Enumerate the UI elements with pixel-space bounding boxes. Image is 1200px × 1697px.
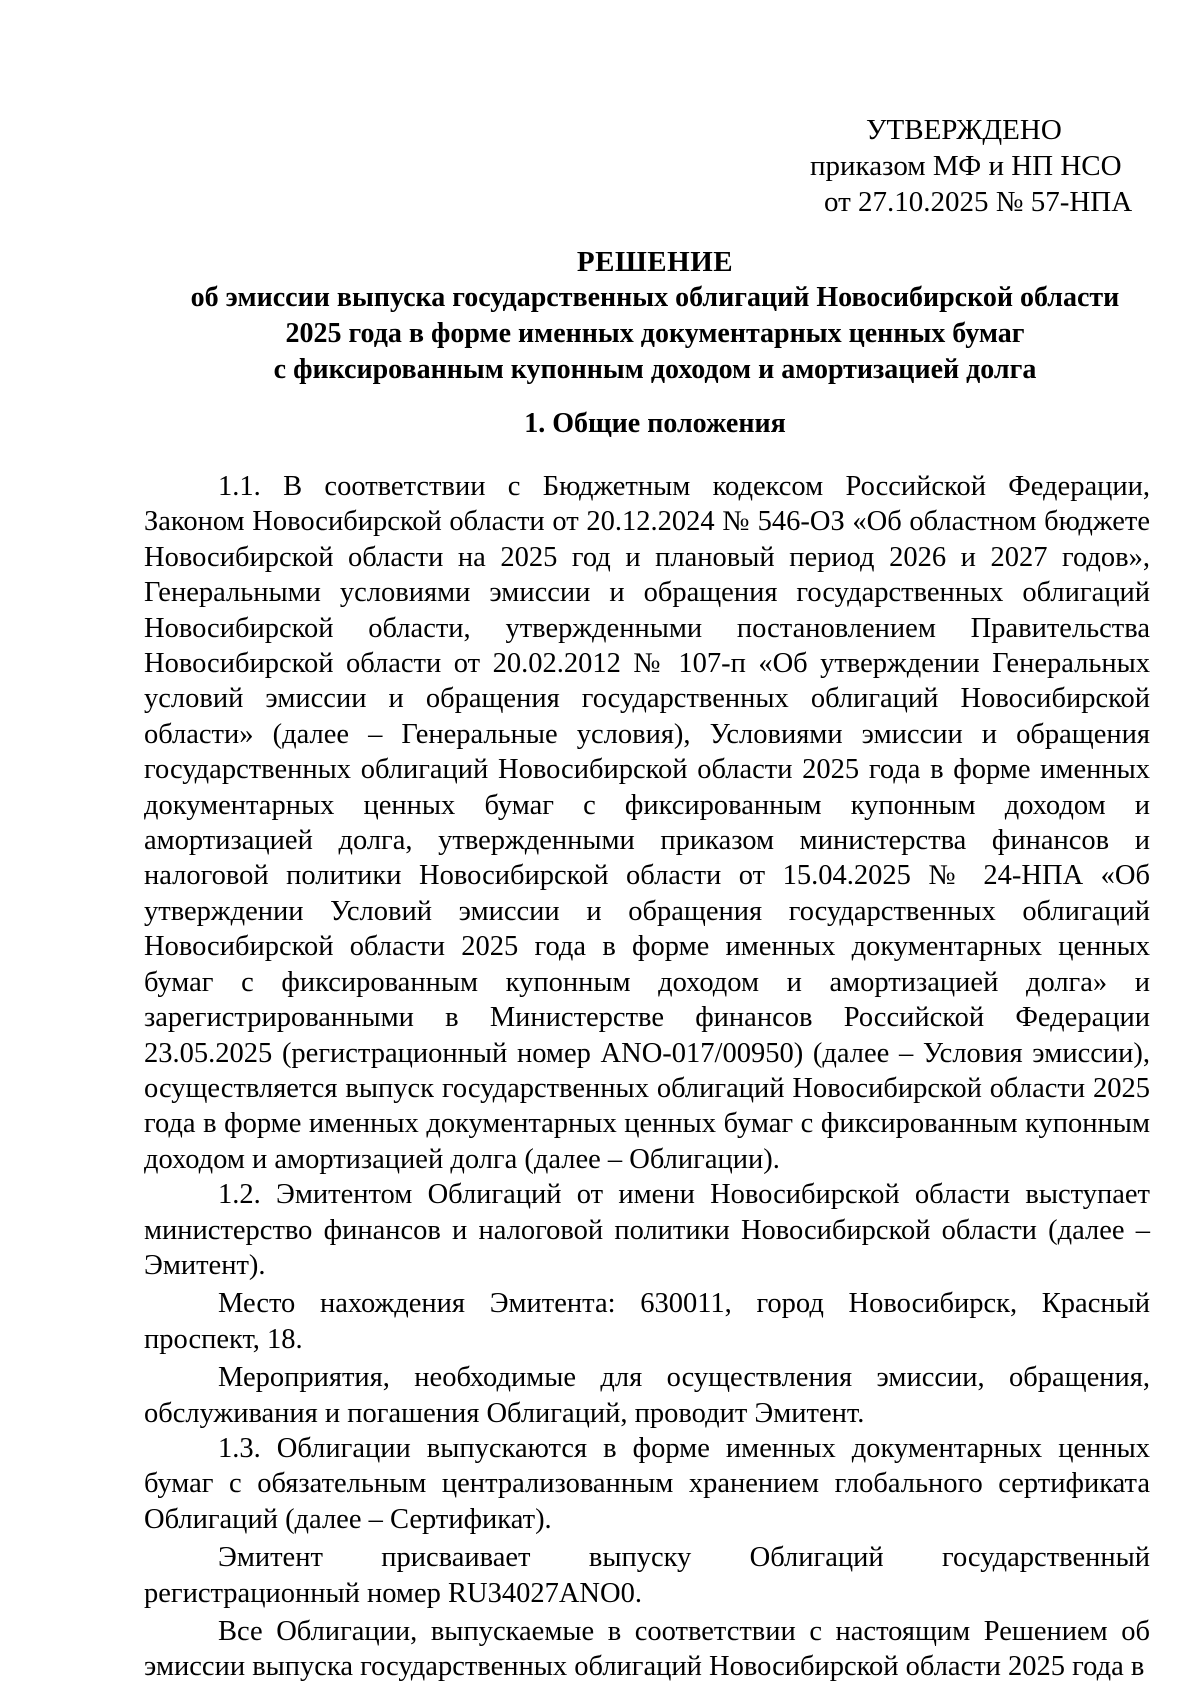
- approval-order: приказом МФ и НП НСО: [810, 150, 1122, 182]
- title-line: об эмиссии выпуска государственных облигаций Новосибирской области: [190, 282, 1120, 313]
- paragraph: Все Облигации, выпускаемые в соответствии с настоящим Решением об эмиссии выпуска государственных облигаций Новосибирской области 2025 года в: [144, 1616, 1150, 1683]
- approval-heading: УТВЕРЖДЕНО: [866, 114, 1062, 146]
- title-main: РЕШЕНИЕ: [576, 246, 734, 278]
- approval-date: от 27.10.2025 № 57-НПА: [824, 186, 1133, 218]
- document-body: [144, 469, 1150, 1685]
- paragraph: Мероприятия, необходимые для осуществления эмиссии, обращения, обслуживания и погашения Облигаций, проводит Эмитент.: [144, 1362, 1150, 1429]
- paragraph: Место нахождения Эмитента: 630011, город Новосибирск, Красный проспект, 18.: [144, 1288, 1150, 1355]
- paragraph: 1.3. Облигации выпускаются в форме именных документарных ценных бумаг с обязательным централизованным хранением глобального сертификата Облигаций (далее – Сертификат).: [144, 1432, 1150, 1535]
- paragraph: Эмитент присваивает выпуску Облигаций государственный регистрационный номер RU34027ANO0.: [144, 1542, 1150, 1609]
- section-heading: 1. Общие положения: [524, 408, 786, 439]
- paragraph: 1.2. Эмитентом Облигаций от имени Новосибирской области выступает министерство финансов и налоговой политики Новосибирской области (далее – Эмитент).: [144, 1179, 1150, 1281]
- document-title: [130, 244, 1180, 388]
- title-line: с фиксированным купонным доходом и амортизацией долга: [273, 354, 1037, 385]
- approval-stamp: [800, 112, 1132, 220]
- title-line: 2025 года в форме именных документарных ценных бумаг: [285, 318, 1025, 349]
- paragraph: 1.1. В соответствии с Бюджетным кодексом Российской Федерации, Законом Новосибирской области от 20.12.2024 № 546-ОЗ «Об областном бюджете Новосибирской области на 2025 год и плановый период 2026 и 2027 годов», Генеральными условиями эмиссии и обращения государственных облигаций Новосибирской области, утвержденными постановлением Правительства Новосибирской области от 20.02.2012 № 107-п «Об утверждении Генеральных условий эмиссии и обращения государственных облигаций Новосибирской области» (далее – Генеральные условия), Условиями эмиссии и обращения государственных облигаций Новосибирской области 2025 года в форме именных документарных ценных бумаг с фиксированным купонным доходом и амортизацией долга, утвержденными приказом министерства финансов и налоговой политики Новосибирской области от 15.04.2025 № 24-НПА «Об утверждении Условий эмиссии и обращения государственных облигаций Новосибирской области 2025 года в форме именных документарных ценных бумаг с фиксированным купонным доходом и амортизацией долга» и зарегистрированными в Министерстве финансов Российской Федерации 23.05.2025 (регистрационный номер ANO-017/00950) (далее – Условия эмиссии), осуществляется выпуск государственных облигаций Новосибирской области 2025 года в форме именных документарных ценных бумаг с фиксированным купонным доходом и амортизацией долга (далее – Облигации).: [144, 471, 1150, 1175]
